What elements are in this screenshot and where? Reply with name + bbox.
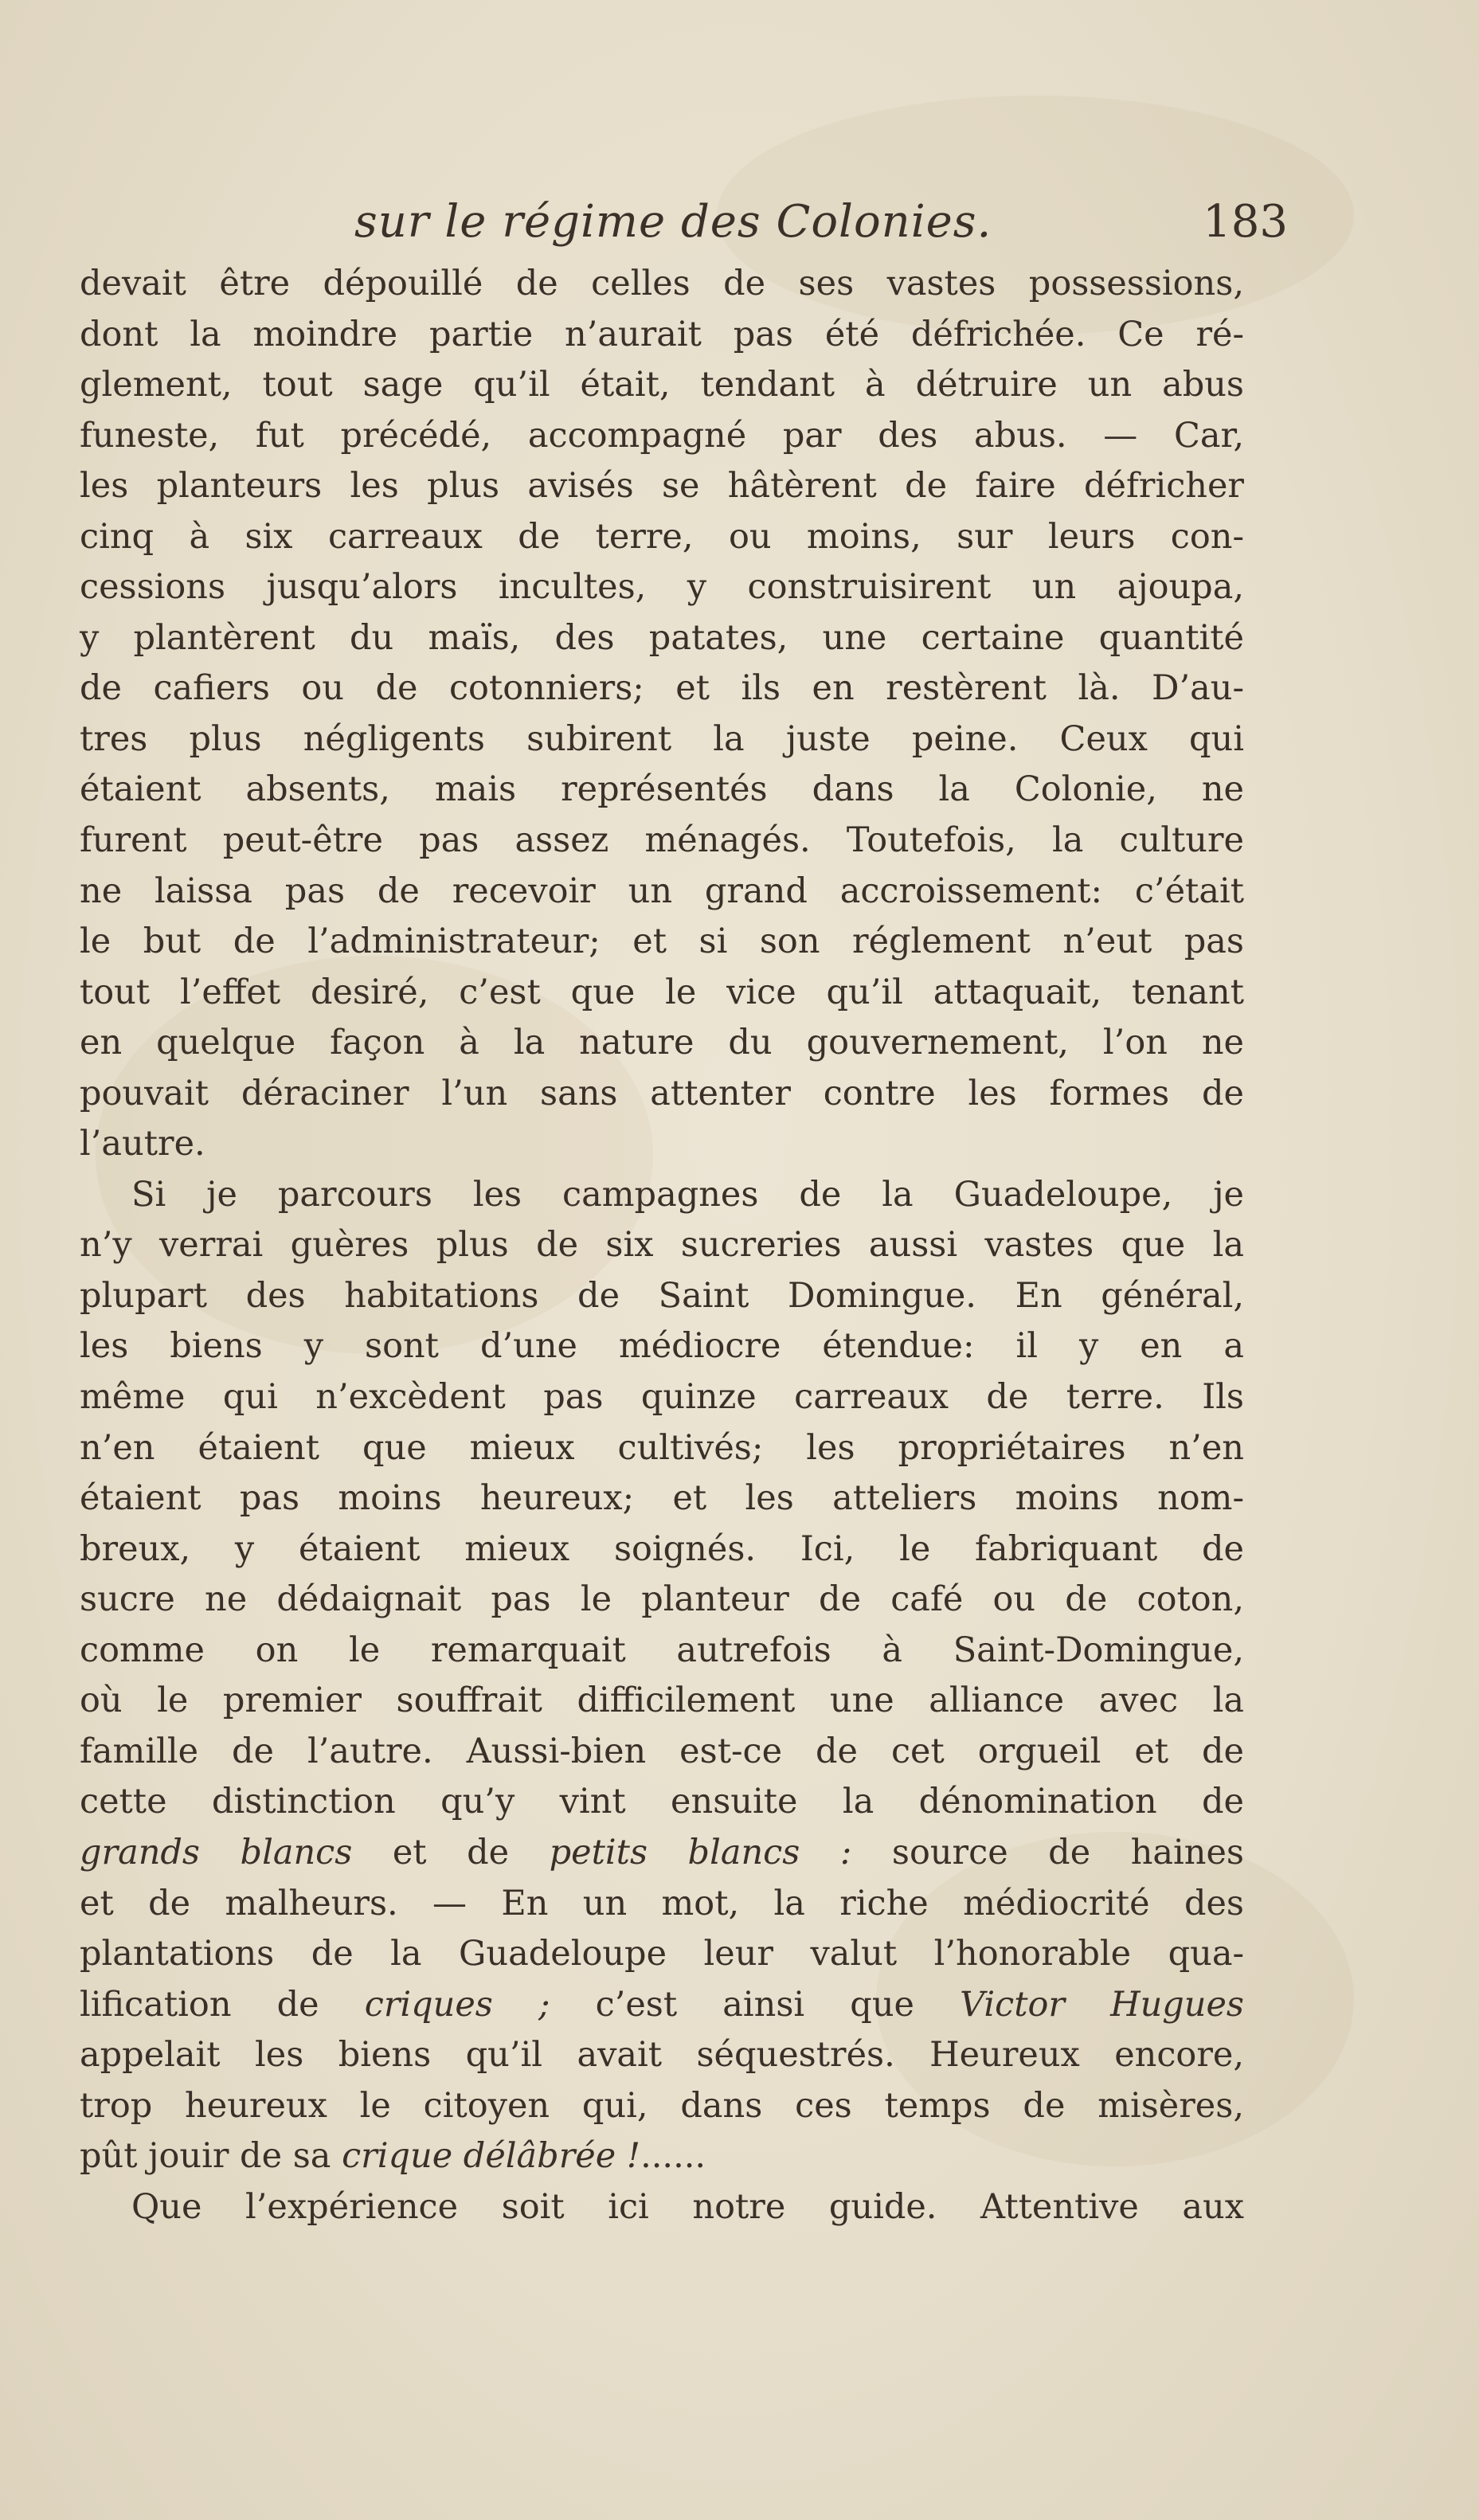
text-line: étaient absents, mais représentés dans la Colonie, ne — [80, 769, 1244, 810]
text-line: tout l’effet desiré, c’est que le vice qu’il attaquait, tenant — [80, 972, 1244, 1012]
text-line: plantations de la Guadeloupe leur valut l’honorable qua- — [80, 1934, 1244, 1974]
text-line: n’en étaient que mieux cultivés; les propriétaires n’en — [80, 1427, 1244, 1468]
text-line: de cafiers ou de cotonniers; et ils en restèrent là. D’au- — [80, 668, 1244, 709]
text-line: cessions jusqu’alors incultes, y construisirent un ajoupa, — [80, 567, 1244, 608]
text-line: où le premier souffrait difficilement une alliance avec la — [80, 1681, 1244, 1721]
text-line: famille de l’autre. Aussi-bien est-ce de cet orgueil et de — [80, 1731, 1244, 1771]
body-text — [80, 259, 1244, 2232]
italic-term: petits blancs : — [549, 1832, 852, 1872]
text-line: glement, tout sage qu’il était, tendant à détruire un abus — [80, 365, 1244, 405]
italic-name: Victor Hugues — [960, 1984, 1244, 2025]
text-line: les planteurs les plus avisés se hâtèrent de faire défricher — [80, 466, 1244, 507]
text-line: appelait les biens qu’il avait séquestrés. Heureux encore, — [80, 2035, 1244, 2076]
paragraph-start-line: Que l’expérience soit ici notre guide. Attentive aux — [131, 2186, 1244, 2227]
text-line: furent peut-être pas assez ménagés. Toutefois, la culture — [80, 820, 1244, 861]
text-line: les biens y sont d’une médiocre étendue: il y en a — [80, 1326, 1244, 1367]
text-line: n’y verrai guères plus de six sucreries aussi vastes que la — [80, 1225, 1244, 1266]
text-line: tres plus négligents subirent la juste peine. Ceux qui — [80, 718, 1244, 759]
text-line: plupart des habitations de Saint Domingue. En général, — [80, 1275, 1244, 1316]
italic-term: crique délâbrée ! — [342, 2136, 641, 2177]
text-line: comme on le remarquait autrefois à Saint-Domingue, — [80, 1630, 1244, 1670]
page-header — [80, 191, 1288, 255]
text-line: étaient pas moins heureux; et les atteliers moins nom- — [80, 1478, 1244, 1519]
italic-term: criques ; — [364, 1984, 550, 2025]
text-line: en quelque façon à la nature du gouvernement, l’on ne — [80, 1023, 1244, 1063]
text-line: y plantèrent du maïs, des patates, une certaine quantité — [80, 617, 1244, 658]
text-fragment: et de — [352, 1832, 550, 1872]
paragraph-start-line: Si je parcours les campagnes de la Guadeloupe, je — [131, 1174, 1244, 1215]
text-line: et de malheurs. — En un mot, la riche médiocrité des — [80, 1883, 1244, 1923]
text-line: ne laissa pas de recevoir un grand accroissement: c’était — [80, 871, 1244, 911]
text-line: sucre ne dédaignait pas le planteur de café ou de coton, — [80, 1579, 1244, 1620]
italic-term: grands blancs — [80, 1832, 353, 1872]
text-line: breux, y étaient mieux soignés. Ici, le fabriquant de — [80, 1528, 1244, 1569]
page-number: 183 — [1203, 196, 1288, 248]
text-line: cinq à six carreaux de terre, ou moins, sur leurs con- — [80, 516, 1244, 557]
text-line: funeste, fut précédé, accompagné par des abus. — Car, — [80, 415, 1244, 456]
text-line: même qui n’excèdent pas quinze carreaux de terre. Ils — [80, 1377, 1244, 1418]
text-fragment: source de haines — [851, 1832, 1244, 1872]
text-line: cette distinction qu’y vint ensuite la dénomination de — [80, 1782, 1244, 1822]
running-title: sur le régime des Colonies. — [354, 196, 992, 248]
text-line: dont la moindre partie n’aurait pas été défrichée. Ce ré- — [80, 314, 1244, 354]
text-line: trop heureux le citoyen qui, dans ces temps de misères, — [80, 2085, 1244, 2126]
text-line — [80, 1828, 1244, 1879]
text-fragment: c’est ainsi que — [550, 1984, 961, 2025]
paragraph-end-line — [80, 2131, 1244, 2182]
paragraph-end-line: l’autre. — [80, 1124, 205, 1164]
text-line: le but de l’administrateur; et si son réglement n’eut pas — [80, 922, 1244, 962]
text-line: devait être dépouillé de celles de ses vastes possessions, — [80, 264, 1244, 303]
text-line: pouvait déraciner l’un sans attenter contre les formes de — [80, 1073, 1244, 1113]
ellipsis: ...... — [640, 2136, 706, 2177]
text-fragment: pût jouir de sa — [80, 2136, 342, 2177]
text-fragment: lification de — [80, 1984, 365, 2025]
text-line — [80, 1980, 1244, 2031]
